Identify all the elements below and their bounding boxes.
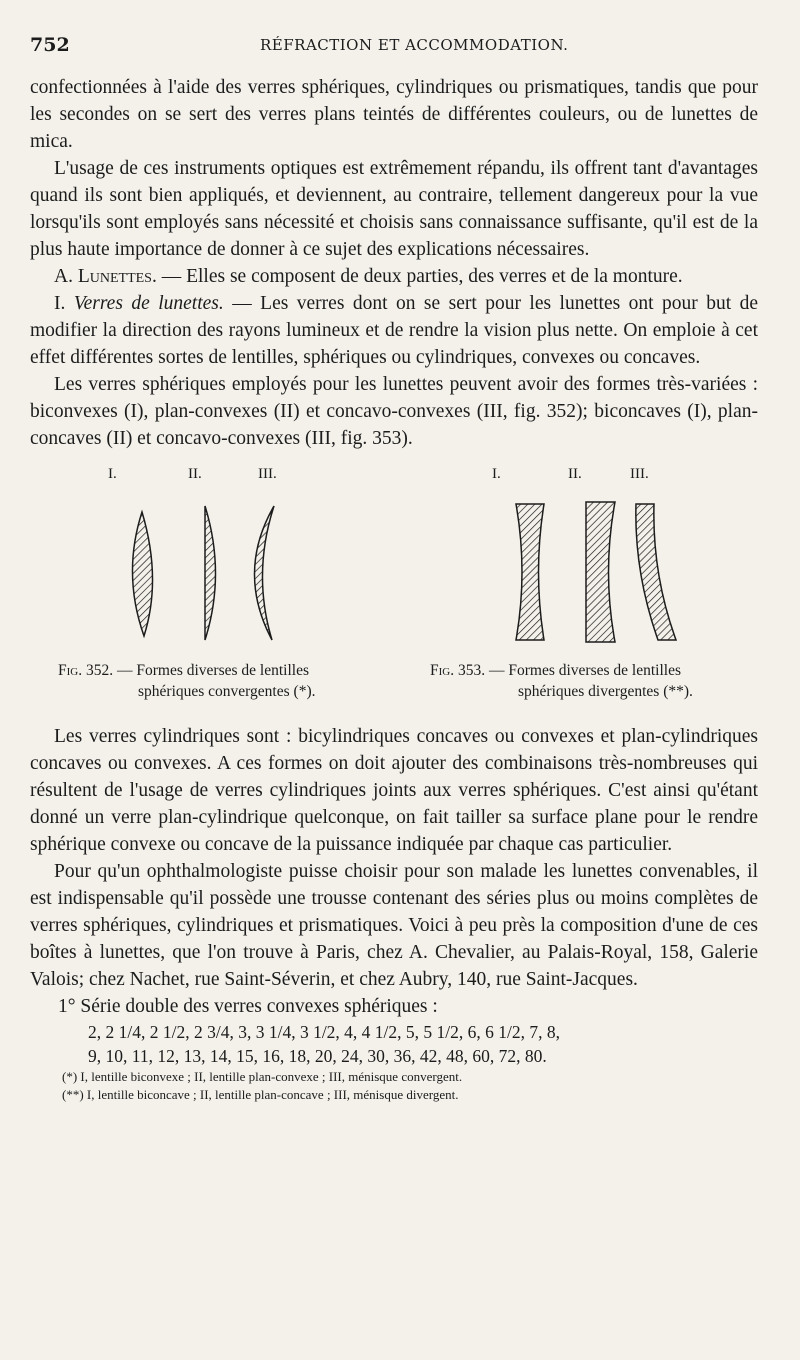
subsection-text: — Les verres dont on se sert pour les lunettes ont pour but de modifier la direction des rayons lumineux et de rendre la vision plus nette. On emploie à cet effet différentes sortes de lentilles, sphériques ou cylindriques, convexes ou concaves. xyxy=(30,293,758,368)
fig352-label-i: I. xyxy=(108,466,117,482)
fig352-caption-label: Fig. 352. xyxy=(58,662,114,679)
fig353-caption-label: Fig. 353. xyxy=(430,662,486,679)
fig353-caption xyxy=(430,660,760,702)
paragraph-cylindriques: Les verres cylindriques sont : bicylindriques concaves ou convexes et plan-cylindriques concaves ou convexes. A ces formes on doit ajouter des combinaisons très-nombreuses qui résultent de l'usage de verres cylindriques joints aux verres sphériques. C'est ainsi qu'étant donné un verre plan-cylindrique quelconque, on fait tailler sa surface plane pour le rendre sphérique convexe ou concave de la puissance indiquée par chaque cas particulier. xyxy=(30,726,758,855)
series-heading: 1° Série double des verres convexes sphériques : xyxy=(58,996,438,1017)
footnote-2: (**) I, lentille biconcave ; II, lentille plan-concave ; III, ménisque divergent. xyxy=(62,1087,459,1102)
paragraph-2: L'usage de ces instruments optiques est extrêmement répandu, ils offrent tant d'avantages quand ils sont bien appliqués, et deviennent, au contraire, tellement dangereux pour la vue lorsqu'ils sont employés sans nécessité et choisis sans connaissance suffisante, qu'il est de la plus haute importance de donner à ce sujet des explications nécessaires. xyxy=(30,158,758,260)
page-number: 752 xyxy=(30,34,70,56)
fig352-label-ii: II. xyxy=(188,466,202,482)
paragraph-spheriques: Les verres sphériques employés pour les lunettes peuvent avoir des formes très-variées : biconvexes (I), plan-convexes (II) et concavo-convexes (III, fig. 352); biconcaves (I), plan-concaves (II) et concavo-convexes (III, fig. 353). xyxy=(30,374,758,449)
running-title: RÉFRACTION ET ACCOMMODATION. xyxy=(260,36,569,54)
section-text-lunettes: — Elles se composent de deux parties, des verres et de la monture. xyxy=(156,266,683,287)
paragraph-lunettes xyxy=(30,263,758,290)
divergent-meniscus-lens xyxy=(636,504,676,640)
page-body xyxy=(30,74,758,1104)
fig353-caption-line2: sphériques divergentes (**). xyxy=(518,683,693,700)
lens-numbers-line1: 2, 2 1/4, 2 1/2, 2 3/4, 3, 3 1/4, 3 1/2, 4, 4 1/2, 5, 5 1/2, 6, 6 1/2, 7, 8, xyxy=(88,1022,561,1042)
fig353-caption-line1: — Formes diverses de lentilles xyxy=(485,662,681,679)
paragraph-1: confectionnées à l'aide des verres sphériques, cylindriques ou prismatiques, tandis que pour les secondes on se sert des verres plans teintés de différentes couleurs, ou de lunettes de mica. xyxy=(30,77,758,152)
convergent-meniscus-lens xyxy=(254,506,274,640)
biconcave-lens xyxy=(516,504,544,640)
fig352-label-iii: III. xyxy=(258,466,277,482)
paragraph-trousse: Pour qu'un ophthalmologiste puisse choisir pour son malade les lunettes convenables, il est indispensable qu'il possède une trousse contenant des séries plus ou moins complètes de verres sphériques, cylindriques et prismatiques. Voici à peu près la composition d'une de ces boîtes à lunettes, que l'on trouve à Paris, chez A. Chevalier, au Palais-Royal, 158, Galerie Valois; chez Nachet, rue Saint-Séverin, et chez Aubry, 140, rue Saint-Jacques. xyxy=(30,861,758,990)
plano-concave-lens xyxy=(586,502,615,642)
plano-convex-lens xyxy=(205,506,216,640)
caption-row xyxy=(30,660,758,712)
footnote-1: (*) I, lentille biconvexe ; II, lentille plan-convexe ; III, ménisque convergent. xyxy=(62,1069,463,1084)
paragraph-verres xyxy=(30,290,758,371)
lens-numbers-line2: 9, 10, 11, 12, 13, 14, 15, 16, 18, 20, 24, 30, 36, 42, 48, 60, 72, 80. xyxy=(88,1046,547,1066)
subsection-number: I. xyxy=(54,293,74,314)
fig352-caption-line1: — Formes diverses de lentilles xyxy=(113,662,309,679)
biconvex-lens xyxy=(132,512,152,636)
fig352-caption-line2: sphériques convergentes (*). xyxy=(138,683,316,700)
lens-number-list xyxy=(30,1020,758,1068)
page-header xyxy=(30,34,756,60)
fig353-label-i: I. xyxy=(492,466,501,482)
fig353-label-iii: III. xyxy=(630,466,649,482)
footnotes xyxy=(30,1068,758,1104)
section-heading-lunettes: A. Lunettes. xyxy=(54,266,157,287)
fig353-label-ii: II. xyxy=(568,466,582,482)
fig352-caption xyxy=(58,660,398,702)
figures-352-353 xyxy=(30,464,758,709)
subsection-title: Verres de lunettes. xyxy=(73,293,224,314)
